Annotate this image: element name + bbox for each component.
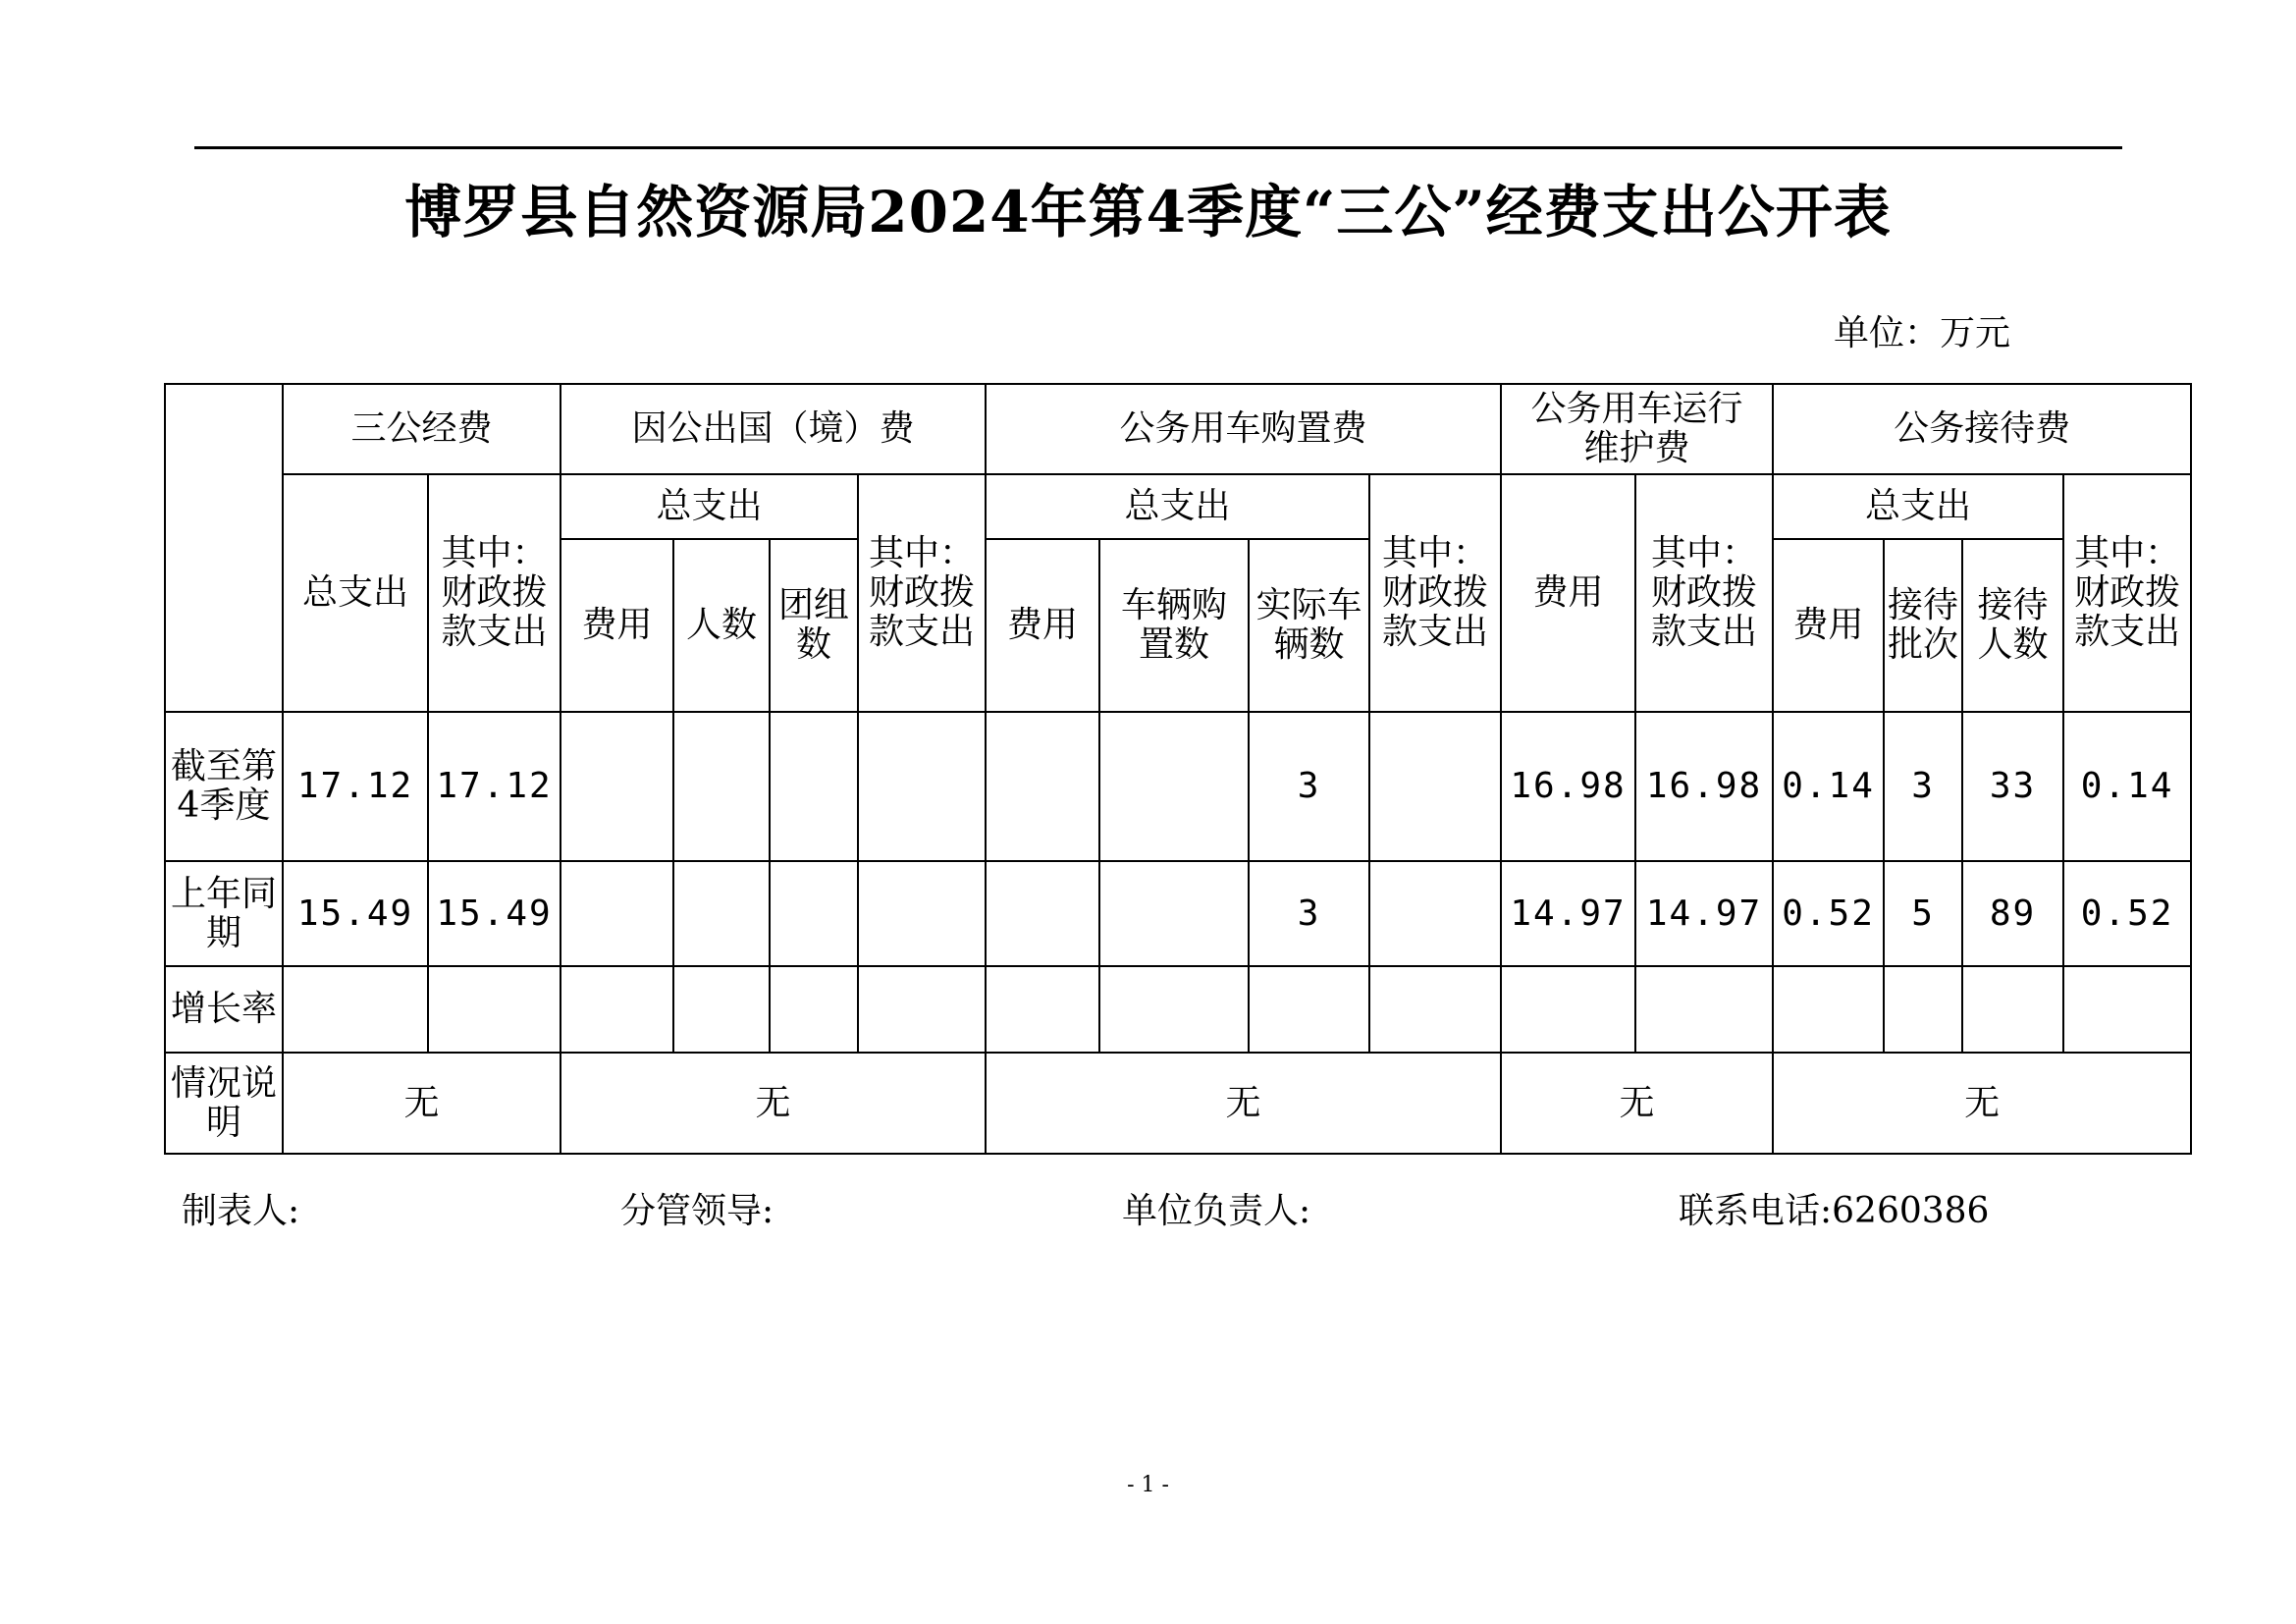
- cell-sangong-cz: 17.12: [428, 712, 561, 861]
- notes-gouzhi: 无: [986, 1053, 1501, 1154]
- cell-yingong-renshu: [673, 712, 770, 861]
- header-jiedai: 公务接待费: [1773, 384, 2191, 474]
- footer-maker: 制表人:: [182, 1191, 300, 1231]
- cell-yingong-tuanzu: [770, 861, 858, 966]
- cell-sangong-cz: 15.49: [428, 861, 561, 966]
- cell-jiedai-fee: [1773, 966, 1884, 1053]
- cell-gouzhi-sj: [1249, 966, 1369, 1053]
- cell-yunxing-fee: 16.98: [1501, 712, 1635, 861]
- yingong-renshu-header: 人数: [673, 539, 770, 712]
- cell-yunxing-cz: 14.97: [1635, 861, 1773, 966]
- notes-jiedai: 无: [1773, 1053, 2191, 1154]
- cell-jiedai-fee: 0.14: [1773, 712, 1884, 861]
- yingong-tuanzu-header: 团组数: [770, 539, 858, 712]
- cell-gouzhi-fee: [986, 712, 1099, 861]
- page-number: - 1 -: [1127, 1473, 1169, 1497]
- cell-gouzhi-sj: 3: [1249, 712, 1369, 861]
- footer-phone: 联系电话:6260386: [1679, 1191, 1990, 1231]
- cell-yingong-tuanzu: [770, 712, 858, 861]
- cell-yingong-cz: [858, 861, 986, 966]
- header-sangong: 三公经费: [283, 384, 561, 474]
- cell-jiedai-pici: 5: [1884, 861, 1962, 966]
- cell-yingong-renshu: [673, 966, 770, 1053]
- cell-sangong-total: 17.12: [283, 712, 428, 861]
- cell-jiedai-renshu: 33: [1962, 712, 2063, 861]
- cell-sangong-total: 15.49: [283, 861, 428, 966]
- header-yunxing: 公务用车运行维护费: [1501, 384, 1773, 474]
- yingong-fee-header: 费用: [561, 539, 673, 712]
- cell-gouzhi-sj: 3: [1249, 861, 1369, 966]
- cell-yunxing-cz: 16.98: [1635, 712, 1773, 861]
- yingong-total-header: 总支出: [561, 474, 858, 539]
- notes-row: [165, 1053, 2191, 1154]
- cell-jiedai-pici: 3: [1884, 712, 1962, 861]
- cell-jiedai-renshu: [1962, 966, 2063, 1053]
- cell-sangong-total: [283, 966, 428, 1053]
- yingong-cz-header: 其中：财政拨款支出: [858, 474, 986, 712]
- jiedai-total-header: 总支出: [1773, 474, 2063, 539]
- cell-gouzhi-cz: [1369, 966, 1501, 1053]
- header-gouzhi: 公务用车购置费: [986, 384, 1501, 474]
- notes-yingong: 无: [561, 1053, 986, 1154]
- cell-gouzhi-cl: [1099, 861, 1249, 966]
- sangong-cz-header: 其中：财政拨款支出: [428, 474, 561, 712]
- gouzhi-cz-header: 其中：财政拨款支出: [1369, 474, 1501, 712]
- cell-jiedai-fee: 0.52: [1773, 861, 1884, 966]
- notes-label: 情况说明: [165, 1053, 283, 1154]
- table-row: [165, 712, 2191, 861]
- gouzhi-total-header: 总支出: [986, 474, 1369, 539]
- jiedai-cz-header: 其中：财政拨款支出: [2063, 474, 2191, 712]
- notes-sangong: 无: [283, 1053, 561, 1154]
- gouzhi-fee-header: 费用: [986, 539, 1099, 712]
- cell-yingong-fee: [561, 712, 673, 861]
- cell-gouzhi-fee: [986, 861, 1099, 966]
- top-rule: [194, 146, 2122, 149]
- yunxing-fee-header: 费用: [1501, 474, 1635, 712]
- cell-jiedai-pici: [1884, 966, 1962, 1053]
- cell-yingong-tuanzu: [770, 966, 858, 1053]
- row-label: 上年同期: [165, 861, 283, 966]
- cell-jiedai-cz: 0.14: [2063, 712, 2191, 861]
- sangong-total-header: 总支出: [283, 474, 428, 712]
- cell-gouzhi-cz: [1369, 712, 1501, 861]
- corner-cell: [165, 384, 283, 712]
- cell-jiedai-renshu: 89: [1962, 861, 2063, 966]
- cell-gouzhi-fee: [986, 966, 1099, 1053]
- table-row: [165, 861, 2191, 966]
- footer-owner: 单位负责人:: [1122, 1191, 1311, 1231]
- unit-label: 单位：万元: [1834, 313, 2011, 353]
- page-title: 博罗县自然资源局2024年第4季度“三公”经费支出公开表: [404, 179, 1892, 245]
- table-row: [165, 966, 2191, 1053]
- cell-gouzhi-cz: [1369, 861, 1501, 966]
- cell-yunxing-cz: [1635, 966, 1773, 1053]
- cell-gouzhi-cl: [1099, 966, 1249, 1053]
- row-label: 截至第4季度: [165, 712, 283, 861]
- cell-yunxing-fee: [1501, 966, 1635, 1053]
- jiedai-pici-header: 接待批次: [1884, 539, 1962, 712]
- cell-yingong-fee: [561, 861, 673, 966]
- yunxing-cz-header: 其中：财政拨款支出: [1635, 474, 1773, 712]
- cell-sangong-cz: [428, 966, 561, 1053]
- gouzhi-sj-header: 实际车辆数: [1249, 539, 1369, 712]
- cell-yunxing-fee: 14.97: [1501, 861, 1635, 966]
- cell-yingong-cz: [858, 966, 986, 1053]
- cell-yingong-fee: [561, 966, 673, 1053]
- cell-jiedai-cz: [2063, 966, 2191, 1053]
- cell-yingong-cz: [858, 712, 986, 861]
- expense-table: [164, 383, 2192, 1155]
- cell-gouzhi-cl: [1099, 712, 1249, 861]
- gouzhi-cl-header: 车辆购置数: [1099, 539, 1249, 712]
- footer-leader: 分管领导:: [620, 1191, 774, 1231]
- header-yingong: 因公出国（境）费: [561, 384, 986, 474]
- row-label: 增长率: [165, 966, 283, 1053]
- cell-yingong-renshu: [673, 861, 770, 966]
- cell-jiedai-cz: 0.52: [2063, 861, 2191, 966]
- jiedai-renshu-header: 接待人数: [1962, 539, 2063, 712]
- notes-yunxing: 无: [1501, 1053, 1773, 1154]
- jiedai-fee-header: 费用: [1773, 539, 1884, 712]
